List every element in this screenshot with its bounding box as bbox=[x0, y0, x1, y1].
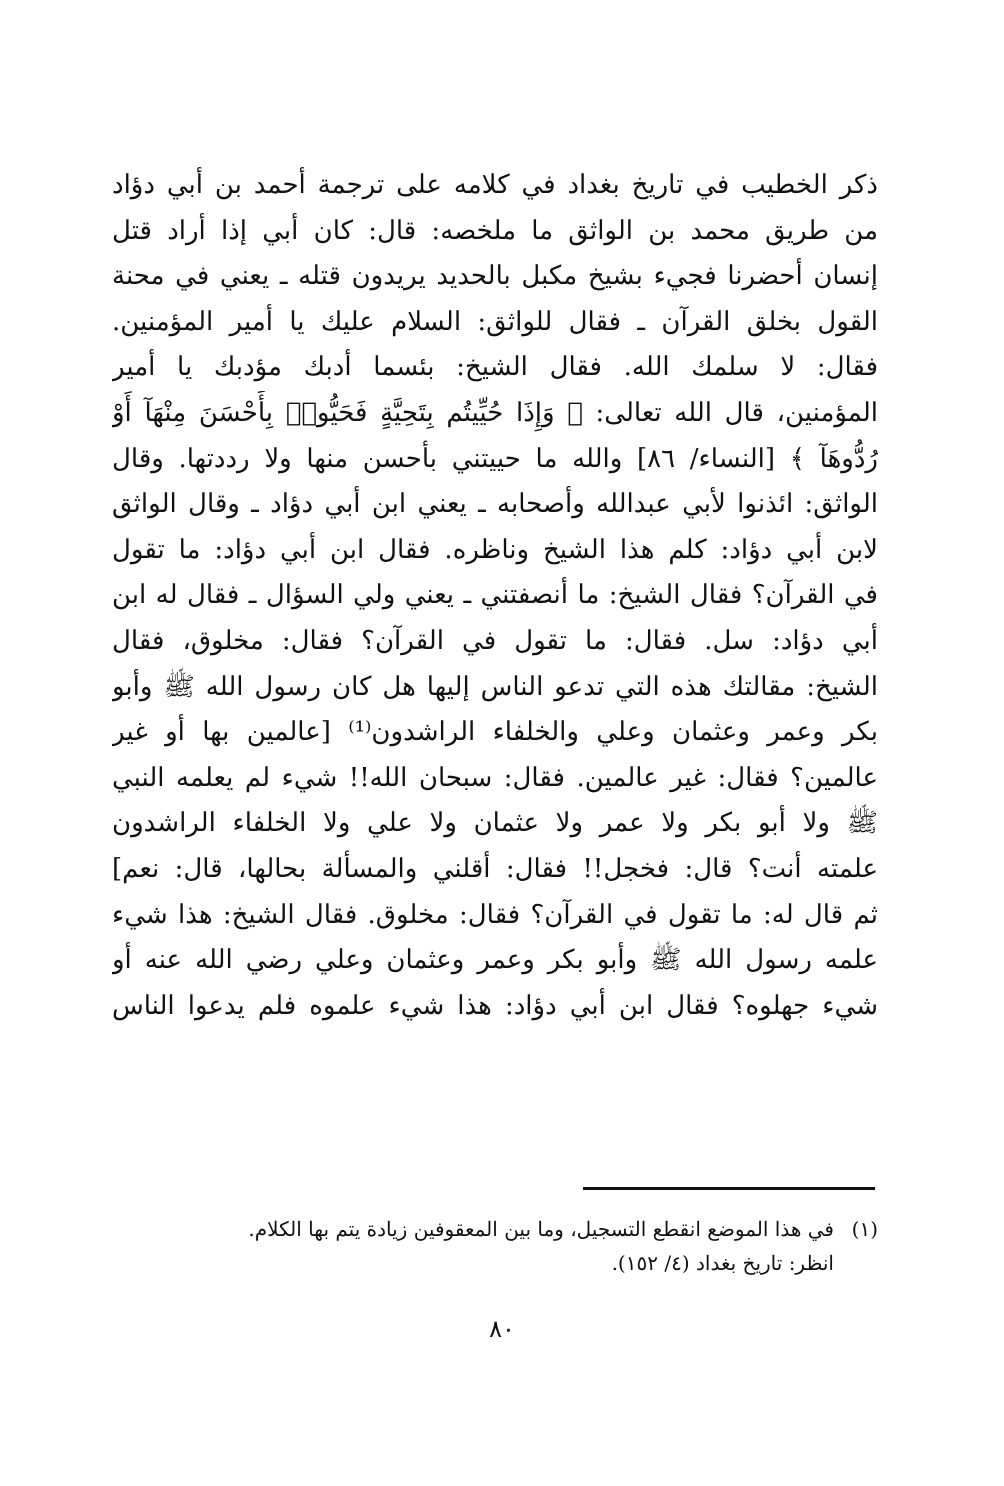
footnote-line-continued: انظر: تاريخ بغداد (٤/ ١٥٢). bbox=[611, 1251, 834, 1275]
text-line: من طريق محمد بن الواثق ما ملخصه: قال: كان أبي إذا أراد قتل bbox=[112, 215, 878, 246]
footnotes-block bbox=[112, 1212, 878, 1280]
text-line: علمه رسول الله ﷺ وأبو بكر وعمر وعثمان وعلي رضي الله عنه أو bbox=[112, 945, 878, 976]
text-line-footnote-ref: بكر وعمر وعثمان وعلي والخلفاء الراشدون⁽¹⁾ [عالمين بها أو غير bbox=[112, 717, 878, 748]
text-line: أبي دؤاد: سل. فقال: ما تقول في القرآن؟ فقال: مخلوق، فقال bbox=[112, 625, 878, 656]
footnote-text: في هذا الموضع انقطع التسجيل، وما بين المعقوفين زيادة يتم بها الكلام. bbox=[248, 1217, 834, 1241]
main-text-block bbox=[112, 163, 878, 1029]
text-line: القول بخلق القرآن ـ فقال للواثق: السلام عليك يا أمير المؤمنين. bbox=[112, 306, 878, 337]
page-number: ٨٠ bbox=[489, 1315, 515, 1343]
text-line: ذكر الخطيب في تاريخ بغداد في كلامه على ترجمة أحمد بن أبي دؤاد bbox=[112, 170, 878, 200]
text-line: ثم قال له: ما تقول في القرآن؟ فقال: مخلوق. فقال الشيخ: هذا شيء bbox=[112, 899, 878, 930]
footnote-number: (١) bbox=[851, 1217, 878, 1241]
text-line: فقال: لا سلمك الله. فقال الشيخ: بئسما أدبك مؤدبك يا أمير bbox=[112, 352, 878, 383]
text-line: ﷺ ولا أبو بكر ولا عمر ولا عثمان ولا علي ولا الخلفاء الراشدون bbox=[112, 808, 878, 839]
text-line-quran-verse: رُدُّوهَآ ﴾ [النساء/ ٨٦] والله ما حييتني بأحسن منها ولا رددتها. وقال bbox=[112, 443, 878, 474]
text-line: علمته أنت؟ قال: فخجل!! فقال: أقلني والمسألة بحالها، قال: نعم] bbox=[112, 853, 878, 884]
footnote-line bbox=[112, 1212, 878, 1246]
text-line: عالمين؟ فقال: غير عالمين. فقال: سبحان الله!! شيء لم يعلمه النبي bbox=[112, 762, 878, 793]
text-line: الشيخ: مقالتك هذه التي تدعو الناس إليها هل كان رسول الله ﷺ وأبو bbox=[112, 671, 878, 702]
text-line: شيء جهلوه؟ فقال ابن أبي دؤاد: هذا شيء علموه فلم يدعوا الناس bbox=[112, 990, 878, 1021]
text-line: في القرآن؟ فقال الشيخ: ما أنصفتني ـ يعني ولي السؤال ـ فقال له ابن bbox=[112, 580, 878, 611]
text-line: الواثق: ائذنوا لأبي عبدالله وأصحابه ـ يعني ابن أبي دؤاد ـ وقال الواثق bbox=[112, 489, 878, 520]
text-line-quran-verse: المؤمنين، قال الله تعالى: ﴿ وَإِذَا حُيِّيتُم بِتَحِيَّةٍ فَحَيُّوا۟ بِأَحْسَنَ مِنْهَآ أَوْ bbox=[112, 397, 878, 428]
text-line: لابن أبي دؤاد: كلم هذا الشيخ وناظره. فقال ابن أبي دؤاد: ما تقول bbox=[112, 534, 878, 565]
footnote-divider bbox=[583, 1187, 875, 1190]
text-line: إنسان أحضرنا فجيء بشيخ مكبل بالحديد يريدون قتله ـ يعني في محنة bbox=[112, 261, 878, 292]
